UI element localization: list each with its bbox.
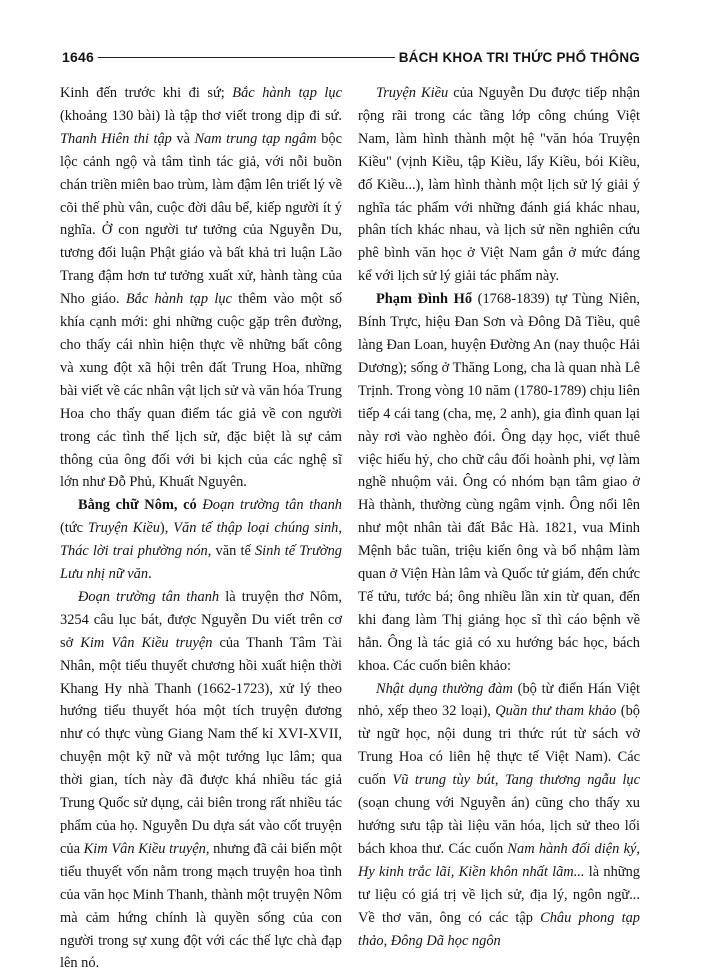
italic-run: Truyện Kiều <box>87 520 160 537</box>
italic-run: Đông Dã học ngôn <box>390 932 501 949</box>
text-run: , <box>338 520 342 537</box>
text-run: và <box>171 130 195 147</box>
text-run: (tức <box>60 520 88 537</box>
left-column <box>60 82 342 975</box>
italic-run: Bắc hành tạp lục <box>125 291 232 308</box>
italic-run: Kim Vân Kiều truyện <box>83 840 206 857</box>
page-header <box>62 44 640 70</box>
italic-run: Nam hành đối diện ký, Hy kinh trắc lãi, Kiền khôn nhất lãm... <box>358 840 640 880</box>
text-run: (soạn chung với Nguyễn án) cũng cho thấy xu hướng sưu tập tài liệu văn hóa, lịch sử theo lối bách khoa thư. Các cuốn <box>358 795 640 857</box>
bold-run: Phạm Đình Hổ <box>376 291 473 308</box>
italic-run: Thanh Hiên thi tập <box>60 130 172 147</box>
text-run: là những tư liệu có giá trị về lịch sử, địa lý, ngôn ngữ... Về thơ văn, ông có các tập <box>358 863 640 926</box>
italic-run: Nhật dụng thường đàm <box>376 680 513 697</box>
italic-run: Thác lời trai phường nón <box>60 543 208 560</box>
text-run: là truyện thơ Nôm, 3254 câu lục bát, được Nguyễn Du viết trên cơ sở <box>60 588 342 651</box>
paragraph <box>60 494 342 586</box>
paragraph <box>358 82 640 288</box>
text-run: (khoảng 130 bài) là tập thơ viết trong dịp đi sứ. <box>60 107 342 124</box>
paragraph <box>60 586 342 975</box>
italic-run: Bắc hành tạp lục <box>232 85 343 101</box>
italic-run: Kim Vân Kiều truyện <box>80 634 213 651</box>
bold-run: Bằng chữ Nôm, có <box>78 497 197 514</box>
italic-run: Truyện Kiều <box>376 85 449 101</box>
italic-run: Đoạn trường tân thanh <box>202 497 342 514</box>
italic-run: Văn tế thập loại chúng sinh <box>173 520 339 537</box>
right-column <box>358 82 640 952</box>
header-rule <box>98 57 395 58</box>
italic-run: Châu phong tạp thảo <box>358 909 640 949</box>
text-run: Kinh đến trước khi đi sứ; <box>60 85 233 101</box>
page-number: 1646 <box>62 49 94 65</box>
text-run: , <box>494 772 505 789</box>
text-run: (bộ từ điển Hán Việt nhỏ, xếp theo 32 loại), <box>358 680 640 720</box>
text-run: , nhưng đã cải biến một tiểu thuyết vốn nằm trong mạch truyện hoa tình của văn học Minh Thanh, thành một truyện Nôm mà cảm hứng chính là quyền sống của con người trong sự xung đột với các thế lực chà đạp lên nó. <box>60 840 343 972</box>
text-run: , văn tế <box>207 543 255 560</box>
italic-run: Vũ trung tùy bút <box>392 772 495 789</box>
italic-run: Đoạn trường tân thanh <box>78 588 220 605</box>
italic-run: Tang thương ngẫu lục <box>504 772 640 789</box>
paragraph <box>358 678 640 953</box>
text-run: bộc lộc cảnh ngộ và tâm tình tác giả, với nỗi buồn chán triền miên bao trùm, làm đậm lên triết lý về cõi thế phù vân, cuộc đời dâu bể, kiếp người ít ý nghĩa. Ở con người tư tưởng của Nguyễn Du, tương đối luận Phật giáo và bất khả tri luận Lão Trang đậm hơn tư tưởng xuất xử, hành tàng của Nho giáo. <box>60 130 342 308</box>
italic-run: Quần thư tham khảo <box>495 703 617 720</box>
paragraph <box>358 288 640 677</box>
running-title: BÁCH KHOA TRI THỨC PHỔ THÔNG <box>398 49 640 65</box>
text-run: ), <box>159 520 174 537</box>
italic-run: Nam trung tạp ngâm <box>194 130 317 147</box>
text-run: của Thanh Tâm Tài Nhân, một tiểu thuyết chương hồi xuất hiện thời Khang Hy nhà Thanh (1662-1723), xử lý theo hướng tiểu thuyết hóa một tích truyện đương như có thực vùng Giang Nam thế kỉ XVI-XVII, chuyện một kỹ nữ và một tướng lục lâm; qua thời gian, tích này đã được khá nhiều tác giả Trung Quốc sử dụng, cải biên trong rất nhiều tác phẩm của họ. Nguyễn Du dựa sát vào cốt truyện của <box>60 634 343 857</box>
text-run: của Nguyễn Du được tiếp nhận rộng rãi trong các tầng lớp công chúng Việt Nam, làm hình thành một hệ "văn hóa Truyện Kiều" (vịnh Kiều, tập Kiều, lẩy Kiều, bói Kiều, đố Kiều...), làm hình thành một lịch sử lý giải ý nghĩa tác phẩm với những đánh giá khác nhau, phân tích khác nhau, và lịch sử nền nghiên cứu phê bình văn học ở Việt Nam gắn ở mức đáng kể với lịch sử lý giải tác phẩm này. <box>358 85 640 285</box>
text-run: thêm vào một số khía cạnh mới: ghi những cuộc gặp trên đường, cho thấy cái nhìn hiện thực về những bất công và xung đột xã hội trên đất Trung Hoa, những bài viết về các nhân vật lịch sử và văn hóa Trung Hoa cho thấy quan điểm tác giả về con người trong các tình thế lịch sử, đặc biệt là sự cảm thông của ông đối với bi kịch của các nghệ sĩ lớn như Đỗ Phủ, Khuất Nguyên. <box>60 291 343 491</box>
text-run: . <box>148 566 152 583</box>
text-run: , <box>383 932 391 949</box>
paragraph <box>60 82 342 494</box>
italic-run: Sinh tế Trường Lưu nhị nữ văn <box>60 543 342 583</box>
text-run: (1768-1839) tự Tùng Niên, Bính Trực, hiệu Đan Sơn và Đông Dã Tiều, quê làng Đan Loan, huyện Đường An (nay thuộc Hải Dương); sống ở Thăng Long, cha là quan nhà Lê Trịnh. Trong vòng 10 năm (1780-1789) chịu liên tiếp 4 cái tang (cha, mẹ, 2 anh), gia đình quan lại này rơi vào nghèo đói. Ông dạy học, viết thuê việc hiếu hỷ, cho chữ câu đối hoành phi, vợ làm nghề nhuộm vải. Ông có nhóm bạn tâm giao ở Hà thành, thường cùng ngâm vịnh. Ông nổi lên như một nhân tài đất Bắc Hà. 1821, vua Minh Mệnh bắc tuần, triệu kiến ông và bổ nhậm làm quan ở Viện Hàn lâm và Quốc tử giám, đến chức Tế tửu, tước bá; ông nhiều lần xin từ quan, đến khi đang làm Thị giảng học sĩ thì cáo bệnh về hẳn. Ông là tác giả có xu hướng bác học, bách khoa. Các cuốn biên khảo: <box>358 291 640 674</box>
text-run: (bộ từ ngữ học, nội dung tri thức rút từ sách vở Trung Hoa có liên hệ thực tế Việt Nam). Các cuốn <box>358 703 640 789</box>
